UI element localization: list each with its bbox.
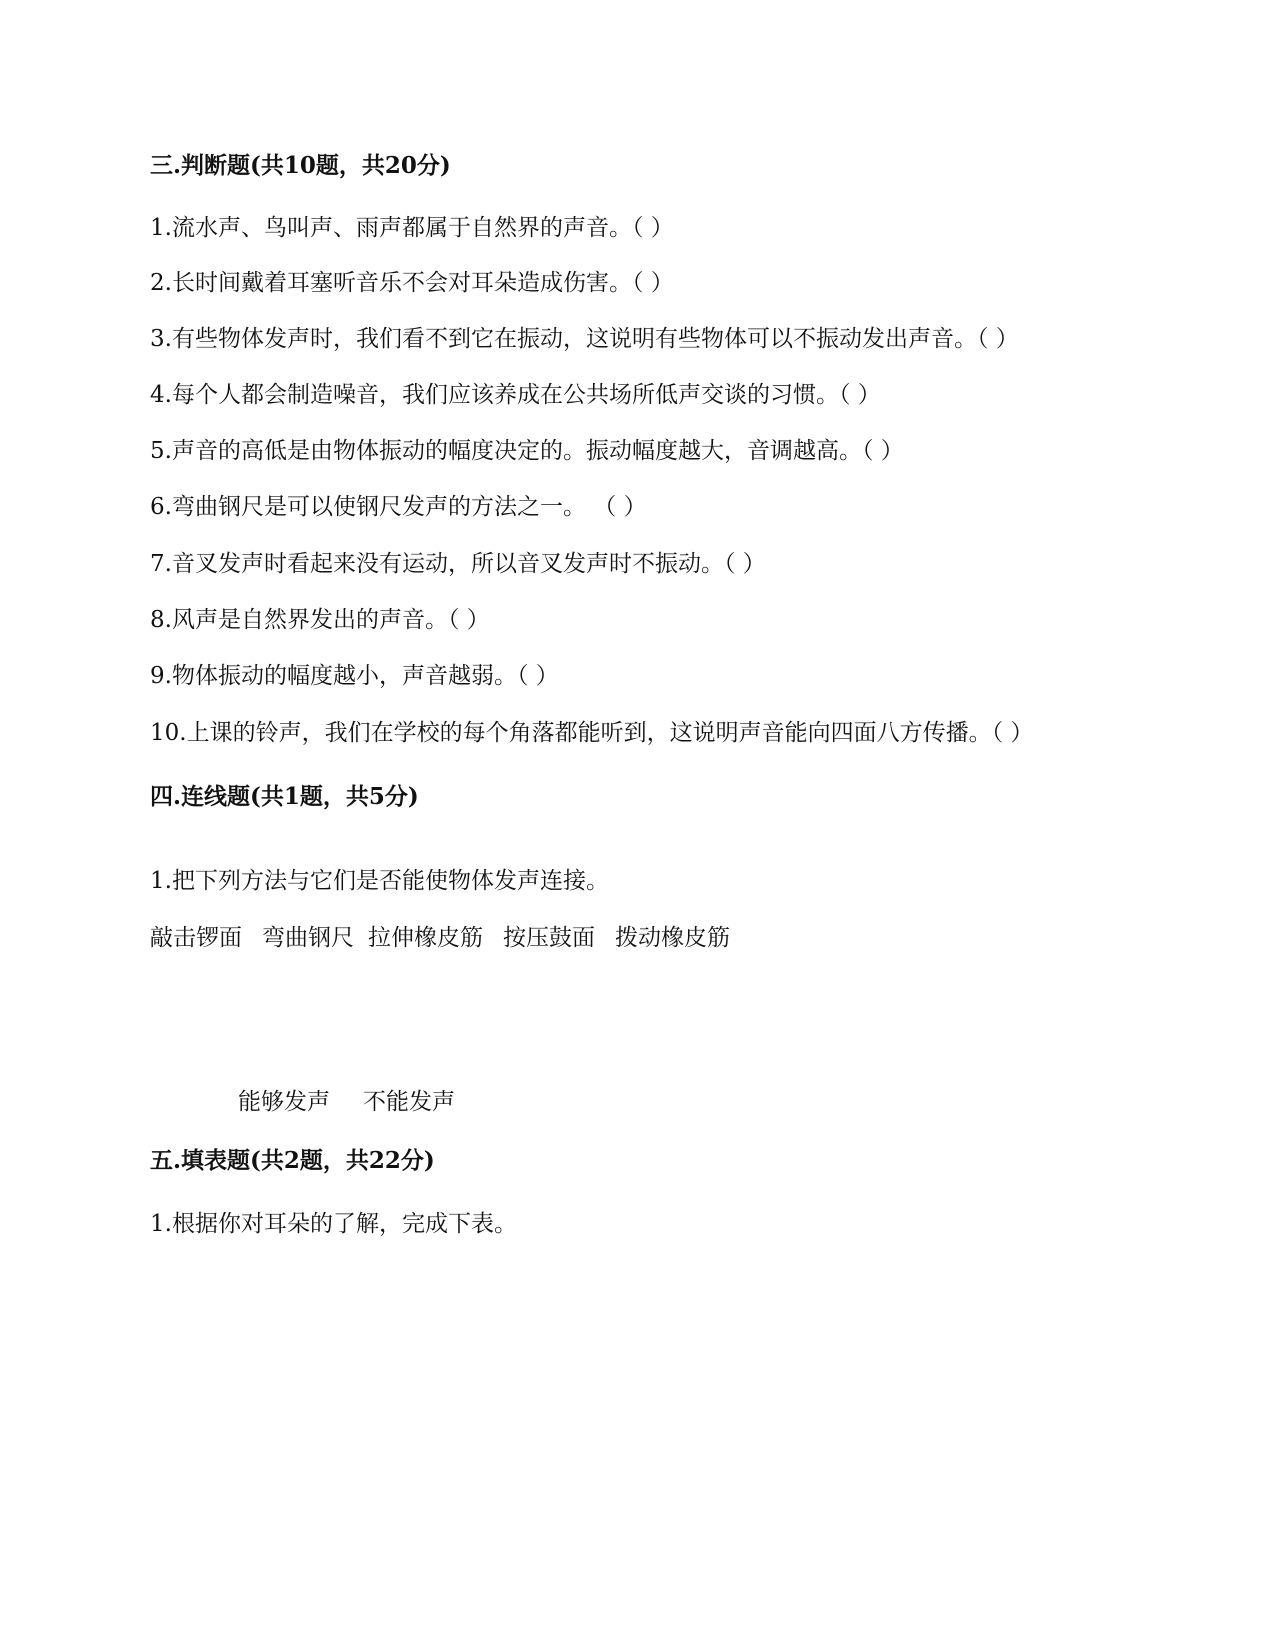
method-item: 拨动橡皮筋 <box>615 925 730 951</box>
judgment-question-4: 4.每个人都会制造噪音，我们应该养成在公共场所低声交谈的习惯。（ ） <box>150 382 881 408</box>
judgment-question-8: 8.风声是自然界发出的声音。（ ） <box>150 607 490 633</box>
table-question-1: 1.根据你对耳朵的了解，完成下表。 <box>150 1211 517 1237</box>
section-4-heading: 四.连线题(共1题，共5分) <box>150 783 419 810</box>
section-3-heading: 三.判断题(共10题，共20分) <box>150 152 451 179</box>
judgment-question-6: 6.弯曲钢尺是可以使钢尺发声的方法之一。 （ ） <box>150 494 647 520</box>
matching-question-1: 1.把下列方法与它们是否能使物体发声连接。 <box>150 868 609 894</box>
judgment-question-9: 9.物体振动的幅度越小，声音越弱。（ ） <box>150 663 559 689</box>
method-list <box>150 923 730 953</box>
judgment-question-1: 1.流水声、鸟叫声、雨声都属于自然界的声音。（ ） <box>150 215 674 241</box>
method-item: 拉伸橡皮筋 <box>368 925 483 951</box>
section-5-heading: 五.填表题(共2题，共22分) <box>150 1147 435 1174</box>
judgment-question-3: 3.有些物体发声时，我们看不到它在振动，这说明有些物体可以不振动发出声音。（ ） <box>150 326 1019 352</box>
method-item: 按压鼓面 <box>503 925 595 951</box>
target-item: 能够发声 <box>238 1089 330 1115</box>
judgment-question-10: 10.上课的铃声，我们在学校的每个角落都能听到，这说明声音能向四面八方传播。（ ） <box>150 720 1034 746</box>
judgment-question-5: 5.声音的高低是由物体振动的幅度决定的。振动幅度越大，音调越高。（ ） <box>150 438 904 464</box>
target-item: 不能发声 <box>363 1089 455 1115</box>
judgment-question-2: 2.长时间戴着耳塞听音乐不会对耳朵造成伤害。（ ） <box>150 270 674 296</box>
judgment-question-7: 7.音叉发声时看起来没有运动，所以音叉发声时不振动。（ ） <box>150 551 766 577</box>
method-item: 弯曲钢尺 <box>262 925 354 951</box>
target-list <box>238 1087 455 1117</box>
method-item: 敲击锣面 <box>150 925 242 951</box>
